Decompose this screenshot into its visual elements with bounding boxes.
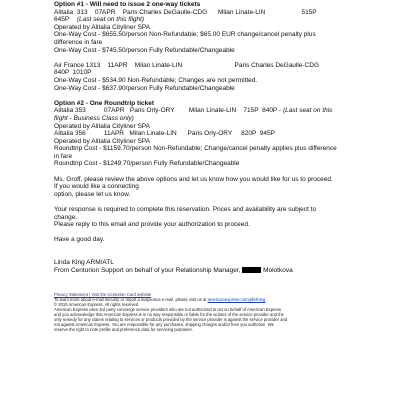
option1-flight1-time-row [54,16,354,24]
closing-p2-line3: Please reply to this email and provide your authorization to proceed. [54,221,250,229]
option2-flight1-note-cont: flight - Business Class only) [54,114,134,122]
option1-flight2-cost1: One-Way Cost - $534.90 Non-Refundable; Changes are not permitted. [54,76,258,84]
option2-flight1-row [54,107,354,115]
signature-from [54,267,354,275]
option2-flight1-details: Alitalia 353 07APR Paris Orly-ORY Milan Linate-LIN 715P 840P - [54,107,283,115]
closing-greeting: Have a good day. [54,236,105,244]
option2-cost1: Roundtrip Cost - $1159.70/person Non-Refundable; Change/cancel penalty applies plus difference [54,145,337,153]
closing-p1-line2: If you would like a connecting [54,183,139,191]
closing-p2-line1: Your response is required to complete this reservation. Prices and availability are subject to [54,206,317,214]
option1-flight1-arrival-time: 645P [54,16,70,24]
option2-flight1-operated: Operated by Alitalia Cityliner SPA [54,122,150,130]
option1-flight2-cost2: One-Way Cost - $637.90/person Fully Refundable/Changeable [54,84,235,92]
option2-cost1-cont: in fare [54,152,73,160]
phishing-link[interactable]: americanexpress.com/phishing [207,296,266,302]
option2-cost2: Roundtrip Cost - $1249.70/person Fully Refundable/Changeable [54,160,240,168]
option2-heading: Option #2 - One Roundtrip ticket [54,99,155,107]
footer-security-text: To learn more about e-mail security or report a suspicious e-mail, please visit us at [54,296,208,302]
option1-flight1-row: Alitalia 313 07APR Paris Charles DeGaulle-CDG Milan Linate-LIN 515P [54,8,317,16]
signature-from-text: From Centurion Support on behalf of your Relationship Manager, [54,266,241,274]
option1-flight1-cost2: One-Way Cost - $745.50/person Fully Refundable/Changeable [54,46,235,54]
signature-name: Linda King ARM/ATL [54,259,114,267]
option1-flight1-note: (Last seat on this flight) [76,16,145,24]
closing-p1-line1: Ms. Groff, please review the above options and let us know how you would like for us to proceed. [54,175,333,183]
email-footer [54,292,354,332]
footer-disclaimer-3: only remedy for any claims relating to services or products provided by the service provider is against the service provider and [54,316,288,322]
footer-disclaimer-5: reserve the right to note profile and preference data for servicing purposes. [54,326,193,332]
footer-disclaimer-1: American Express uses 3rd party concierge service providers who are not authorized to act on behalf of American Express [54,306,281,312]
option1-flight1-cost1-cont: difference in fare [54,38,103,46]
footer-copyright: © 2015 American Express. All rights reserved [54,301,139,307]
redacted-name-block [242,267,261,273]
option2-flight2-row: Alitalia 356 11APR Milan Linate-LIN Paris Orly-ORY 820P 945P [54,130,275,138]
closing-p2-line2: change. [54,213,78,221]
footer-disclaimer-2: and you acknowledge that American Express is in no way responsible or liable for the actions of the service provider and the [54,311,284,317]
option2-flight2-operated: Operated by Alitalia Cityliner SPA [54,137,150,145]
footer-disclaimer-4: not against American Express. You are responsible for any purchases, shipping charges and/or fees you authorize. We [54,321,274,327]
email-body [54,1,354,332]
signature-manager-surname: Molotkova [263,266,293,274]
option1-flight1-cost1: One-Way Cost - $655.50/person Non-Refundable; $65.00 EUR change/cancel penalty plus [54,31,316,39]
footer-links[interactable]: Privacy Statement | Visit the Centurion Card website [54,291,152,297]
option1-flight2-times: 840P 1010P [54,69,92,77]
option1-heading: Option #1 - Will need to issue 2 one-way tickets [54,1,201,8]
option2-flight1-note: (Last seat on this [282,107,333,115]
option1-flight2-row: Air France 1313 11APR Milan Linate-LIN Paris Charles DeGaulle-CDG [54,61,320,69]
closing-p1-line3: option, please let us know. [54,190,131,198]
option1-flight1-operated: Operated by Alitalia Cityliner SPA [54,23,150,31]
